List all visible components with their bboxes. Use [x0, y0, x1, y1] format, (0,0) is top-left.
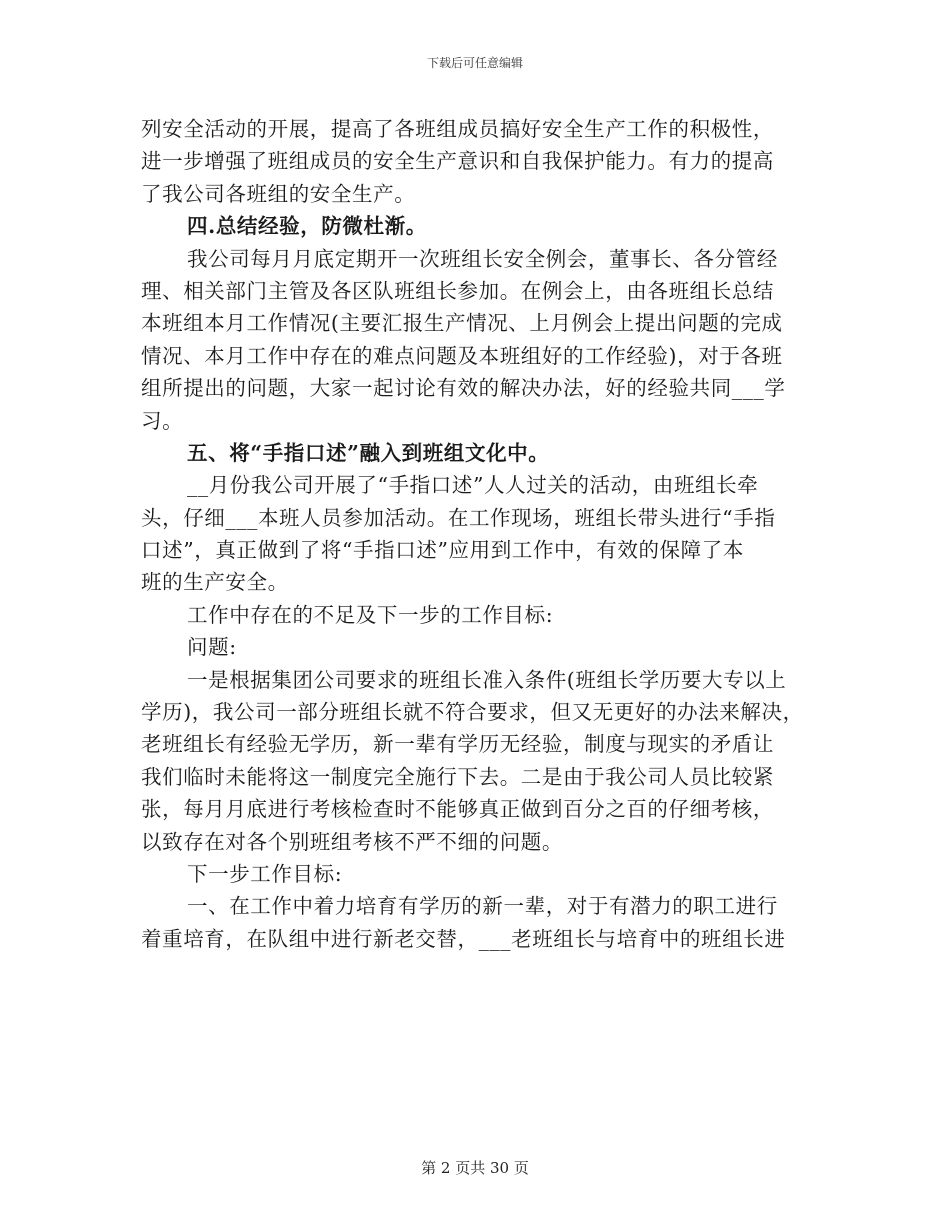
- section-heading: 五、将“手指口述”融入到班组文化中。: [187, 440, 550, 465]
- text-line: __月份我公司开展了“手指口述”人人过关的活动，由班组长牵: [187, 473, 759, 498]
- text-line: 一、在工作中着力培育有学历的新一辈，对于有潜力的职工进行: [187, 894, 778, 919]
- text-line: 老班组长有经验无学历，新一辈有学历无经验，制度与现实的矛盾让: [141, 732, 774, 757]
- section-heading: 四.总结经验，防微杜渐。: [187, 214, 427, 239]
- text-line: 了我公司各班组的安全生产。: [141, 181, 416, 206]
- text-line: 一是根据集团公司要求的班组长准入条件(班组长学历要大专以上: [187, 667, 787, 692]
- text-line: 以致存在对各个别班组考核不严不细的问题。: [141, 829, 563, 854]
- text-line: 学历)，我公司一部分班组长就不符合要求，但又无更好的办法来解决，: [141, 700, 804, 725]
- text-line: 工作中存在的不足及下一步的工作目标:: [187, 602, 554, 627]
- text-line: 情况、本月工作中存在的难点问题及本班组好的工作经验)，对于各班: [141, 343, 783, 368]
- text-line: 列安全活动的开展，提高了各班组成员搞好安全生产工作的积极性，: [141, 117, 774, 141]
- text-line: 班的生产安全。: [141, 570, 289, 595]
- text-line: 本班组本月工作情况(主要汇报生产情况、上月例会上提出问题的完成: [141, 311, 783, 336]
- text-line: 张，每月月底进行考核检查时不能够真正做到百分之百的仔细考核，: [141, 797, 774, 822]
- text-line: 我公司每月月底定期开一次班组长安全例会，董事长、各分管经: [187, 246, 778, 271]
- text-line: 理、相关部门主管及各区队班组长参加。在例会上，由各班组长总结: [141, 278, 774, 303]
- page-footer: 第 2 页共 30 页: [421, 1159, 529, 1177]
- text-line: 进一步增强了班组成员的安全生产意识和自我保护能力。有力的提高: [141, 149, 774, 174]
- text-line: 组所提出的问题，大家一起讨论有效的解决办法，好的经验共同___学: [141, 376, 786, 401]
- text-line: 习。: [141, 408, 184, 433]
- text-line: 着重培育，在队组中进行新老交替，___老班组长与培育中的班组长进: [141, 926, 786, 951]
- text-line: 问题:: [187, 635, 237, 660]
- document-body: [141, 113, 813, 955]
- text-line: 口述”，真正做到了将“手指口述”应用到工作中，有效的保障了本: [141, 538, 744, 563]
- page-header: 下载后可任意编辑: [426, 56, 523, 70]
- text-line: 头，仔细___本班人员参加活动。在工作现场，班组长带头进行“手指: [141, 505, 776, 530]
- text-line: 我们临时未能将这一制度完全施行下去。二是由于我公司人员比较紧: [141, 764, 774, 789]
- text-line: 下一步工作目标:: [187, 861, 343, 886]
